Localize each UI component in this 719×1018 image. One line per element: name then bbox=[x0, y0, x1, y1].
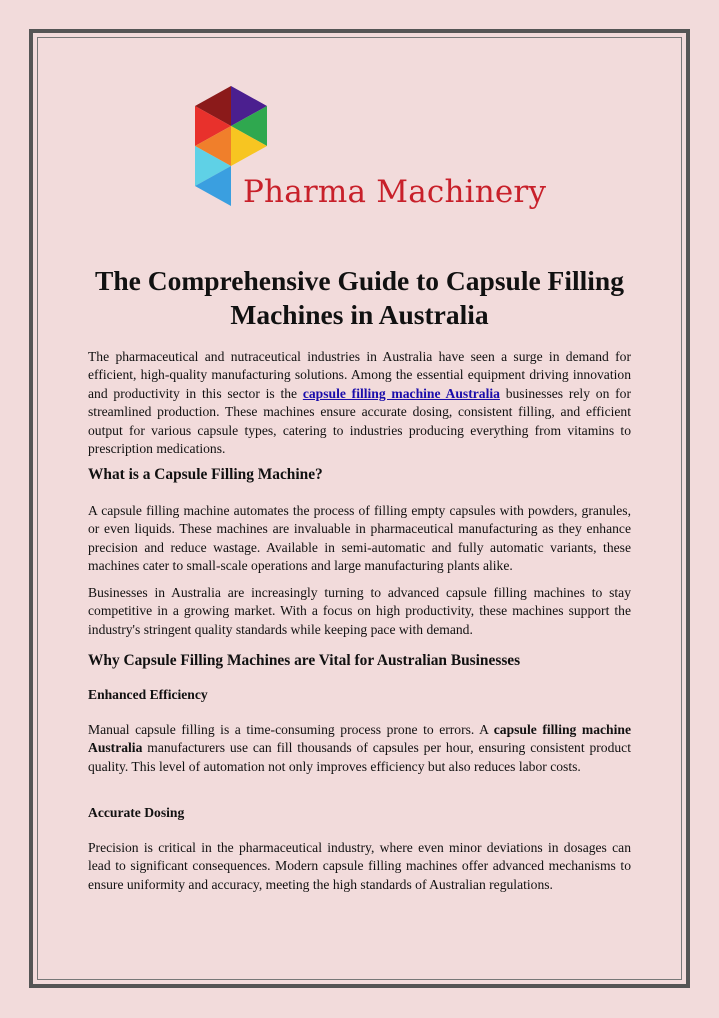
intro-paragraph bbox=[88, 348, 631, 458]
document-title: The Comprehensive Guide to Capsule Filling Machines in Australia bbox=[95, 265, 624, 330]
section1-paragraph-2: Businesses in Australia are increasingly turning to advanced capsule filling machines to stay competitive in a growing market. With a focus on high productivity, these machines support the industry's stringent quality standards while keeping pace with demand. bbox=[88, 585, 631, 637]
section-heading-what-is: What is a Capsule Filling Machine? bbox=[88, 466, 323, 483]
section-heading-why-vital: Why Capsule Filling Machines are Vital for Australian Businesses bbox=[88, 652, 521, 669]
efficiency-paragraph bbox=[88, 721, 631, 776]
intro-text-end: businesses rely on for streamlined production. These machines ensure accurate dosing, consistent filling, and efficient output for various capsule types, catering to industries producing everything from vitamins to prescription medications. bbox=[88, 385, 631, 457]
efficiency-text-end: manufacturers use can fill thousands of capsules per hour, ensuring consistent product quality. This level of automation not only improves efficiency but also reduces labor costs. bbox=[88, 740, 631, 774]
subheading-accurate-dosing: Accurate Dosing bbox=[88, 805, 185, 820]
section1-paragraph-1: A capsule filling machine automates the process of filling empty capsules with powders, granules, or even liquids. These machines are invaluable in pharmaceutical manufacturing as they enhance precision and reduce wastage. Available in semi-automatic and fully automatic variants, these machines cater to small-scale operations and large manufacturing plants alike. bbox=[88, 503, 631, 574]
efficiency-keyword: capsule filling machine Australia bbox=[88, 722, 631, 756]
brand-logo bbox=[193, 86, 547, 216]
subheading-enhanced-efficiency: Enhanced Efficiency bbox=[88, 687, 208, 702]
intro-text-start: The pharmaceutical and nutraceutical industries in Australia have seen a surge in demand for efficient, high-quality manufacturing solutions. Among the essential equipment driving innovation and productivity in this sector is the bbox=[88, 349, 631, 401]
dosing-paragraph: Precision is critical in the pharmaceutical industry, where even minor deviations in dosages can lead to significant consequences. Modern capsule filling machines offer advanced mechanisms to ensure uniformity and accuracy, meeting the high standards of Australian regulations. bbox=[88, 840, 631, 892]
efficiency-text-start: Manual capsule filling is a time-consuming process prone to errors. A bbox=[88, 722, 494, 737]
brand-name: Pharma Machinery bbox=[243, 174, 547, 210]
capsule-machine-link[interactable]: capsule filling machine Australia bbox=[302, 385, 500, 401]
